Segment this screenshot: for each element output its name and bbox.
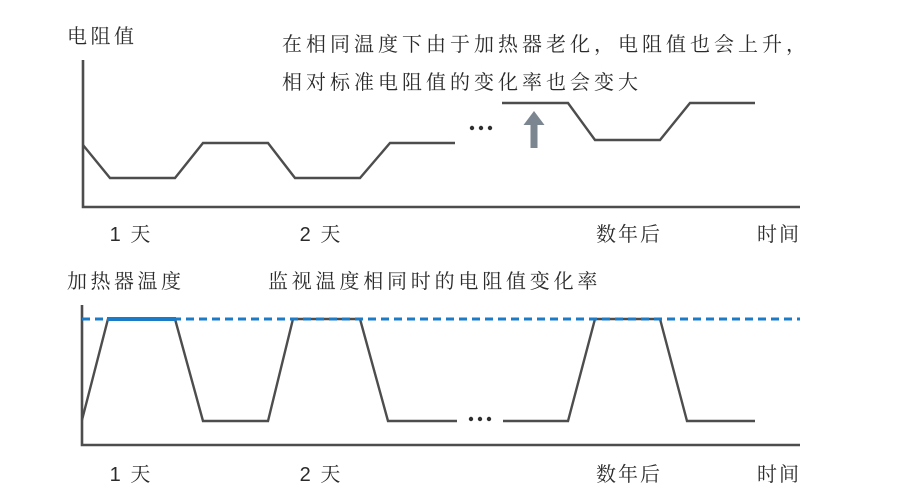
temperature-daily-cycles bbox=[82, 319, 457, 421]
top-tick-years: 数年后 bbox=[596, 224, 662, 246]
top-tick-day1: 1 天 bbox=[109, 224, 153, 246]
temperature-break-ellipsis bbox=[478, 417, 482, 421]
top-tick-time: 时间 bbox=[757, 224, 801, 246]
bottom-tick-years: 数年后 bbox=[596, 464, 662, 486]
resistance-axis-label: 电阻值 bbox=[67, 26, 138, 48]
bottom-tick-day1: 1 天 bbox=[109, 464, 153, 486]
temperature-aged-cycles bbox=[503, 319, 755, 421]
resistance-break-ellipsis bbox=[488, 126, 492, 130]
temperature-break-ellipsis bbox=[469, 417, 473, 421]
resistance-rise-arrow-icon bbox=[524, 111, 545, 148]
resistance-break-ellipsis bbox=[479, 126, 483, 130]
aging-annotation-line1: 在相同温度下由于加热器老化，电阻值也会上升， bbox=[282, 34, 810, 56]
resistance-daily-cycles bbox=[83, 143, 455, 178]
monitoring-annotation: 监视温度相同时的电阻值变化率 bbox=[268, 271, 602, 293]
temperature-axis-label: 加热器温度 bbox=[67, 271, 185, 293]
bottom-tick-time: 时间 bbox=[757, 464, 801, 486]
temperature-break-ellipsis bbox=[487, 417, 491, 421]
aging-annotation-line2: 相对标准电阻值的变化率也会变大 bbox=[282, 72, 642, 94]
aging-annotation bbox=[282, 26, 810, 102]
bottom-tick-day2: 2 天 bbox=[299, 464, 343, 486]
resistance-break-ellipsis bbox=[470, 126, 474, 130]
top-tick-day2: 2 天 bbox=[299, 224, 343, 246]
